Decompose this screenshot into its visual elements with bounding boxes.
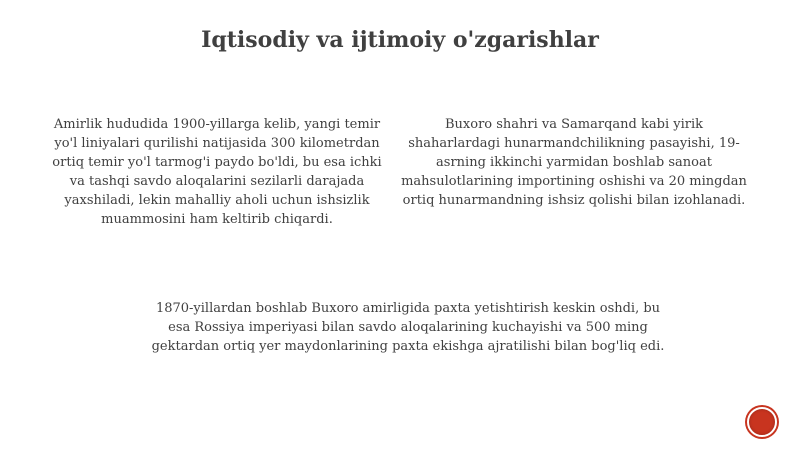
paragraph-cotton: 1870-yillardan boshlab Buxoro amirligida paxta yetishtirish keskin oshdi, bu esa Rossiya imperiyasi bilan savdo aloqalarining kuchayishi va 500 ming gektardan ortiq yer maydonlarining paxta ekishga ajratilishi bilan bog'liq edi. (151, 301, 665, 354)
paragraph-crafts: Buxoro shahri va Samarqand kabi yirik shaharlardagi hunarmandchilikning pasayishi, 19-asrning ikkinchi yarmidan boshlab sanoat mahsulotlarining importining oshishi va 20 mingdan ortiq hunarmandning ishsiz qolishi bilan izohlanadi. (401, 117, 747, 208)
slide-title: Iqtisodiy va ijtimoiy o'zgarishlar (201, 27, 599, 53)
paragraph-railways: Amirlik hududida 1900-yillarga kelib, yangi temir yo'l liniyalari qurilishi natijasida 300 kilometrdan ortiq temir yo'l tarmog'i paydo bo'ldi, bu esa ichki va tashqi savdo aloqalarini sezilarli darajada yaxshiladi, lekin mahalliy aholi uchun ishsizlik muammosini ham keltirib chiqardi. (52, 117, 382, 227)
next-slide-button[interactable] (747, 407, 777, 437)
